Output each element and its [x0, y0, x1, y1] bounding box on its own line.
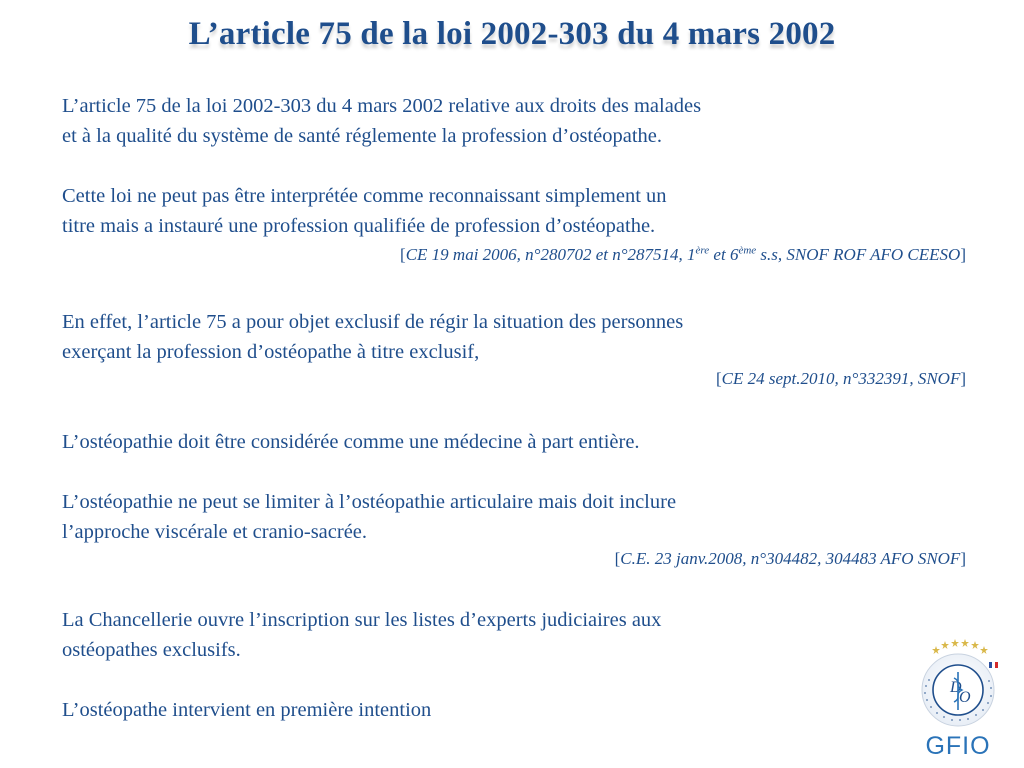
citation-2: [CE 24 sept.2010, n°332391, SNOF] [716, 369, 966, 388]
paragraph-line: exerçant la profession d’ostéopathe à titre exclusif, [62, 341, 480, 363]
paragraph-line: titre mais a instauré une profession qualifiée de profession d’ostéopathe. [62, 215, 656, 237]
svg-text:O: O [959, 689, 971, 706]
citation-text: C.E. 23 janv.2008, n°304482, 304483 AFO SNOF [620, 549, 961, 568]
paragraph-line: L’ostéopathie ne peut se limiter à l’ostéopathie articulaire mais doit inclure [62, 491, 677, 513]
paragraph-line: L’ostéopathe intervient en première intention [62, 699, 432, 721]
paragraph-line: Cette loi ne peut pas être interprétée comme reconnaissant simplement un [62, 185, 667, 207]
paragraph-line: L’ostéopathie doit être considérée comme une médecine à part entière. [62, 431, 640, 453]
svg-text:D: D [950, 679, 962, 696]
paragraph-line: l’approche viscérale et cranio-sacrée. [62, 521, 368, 543]
gfio-logo [912, 636, 1004, 760]
citation-superscript: ère [695, 244, 710, 257]
citation-text: CE 19 mai 2006, n°280702 et n°287514, 1 [405, 245, 696, 264]
paragraph-line: La Chancellerie ouvre l’inscription sur les listes d’experts judiciaires aux [62, 609, 662, 631]
citation-text: CE 24 sept.2010, n°332391, SNOF [721, 369, 961, 388]
paragraph-line: et à la qualité du système de santé réglemente la profession d’ostéopathe. [62, 125, 662, 147]
citation-superscript: ème [738, 244, 757, 257]
citation-3: [C.E. 23 janv.2008, n°304482, 304483 AFO SNOF] [614, 549, 966, 568]
document-body [62, 91, 972, 725]
citation-1: [CE 19 mai 2006, n°280702 et n°287514, 1ère et 6ème s.s, SNOF ROF AFO CEESO] [400, 244, 966, 264]
gfio-wordmark: GFIO [925, 732, 991, 760]
gfio-emblem-icon [912, 636, 1004, 732]
citation-text: et 6 [709, 245, 739, 264]
paragraph-line: En effet, l’article 75 a pour objet exclusif de régir la situation des personnes [62, 311, 684, 333]
page-title: L’article 75 de la loi 2002-303 du 4 mars 2002 [188, 16, 836, 52]
paragraph-line: ostéopathes exclusifs. [62, 639, 241, 661]
paragraph-line: L’article 75 de la loi 2002-303 du 4 mars 2002 relative aux droits des malades [62, 95, 702, 117]
citation-text: s.s, SNOF ROF AFO CEESO [756, 245, 961, 264]
